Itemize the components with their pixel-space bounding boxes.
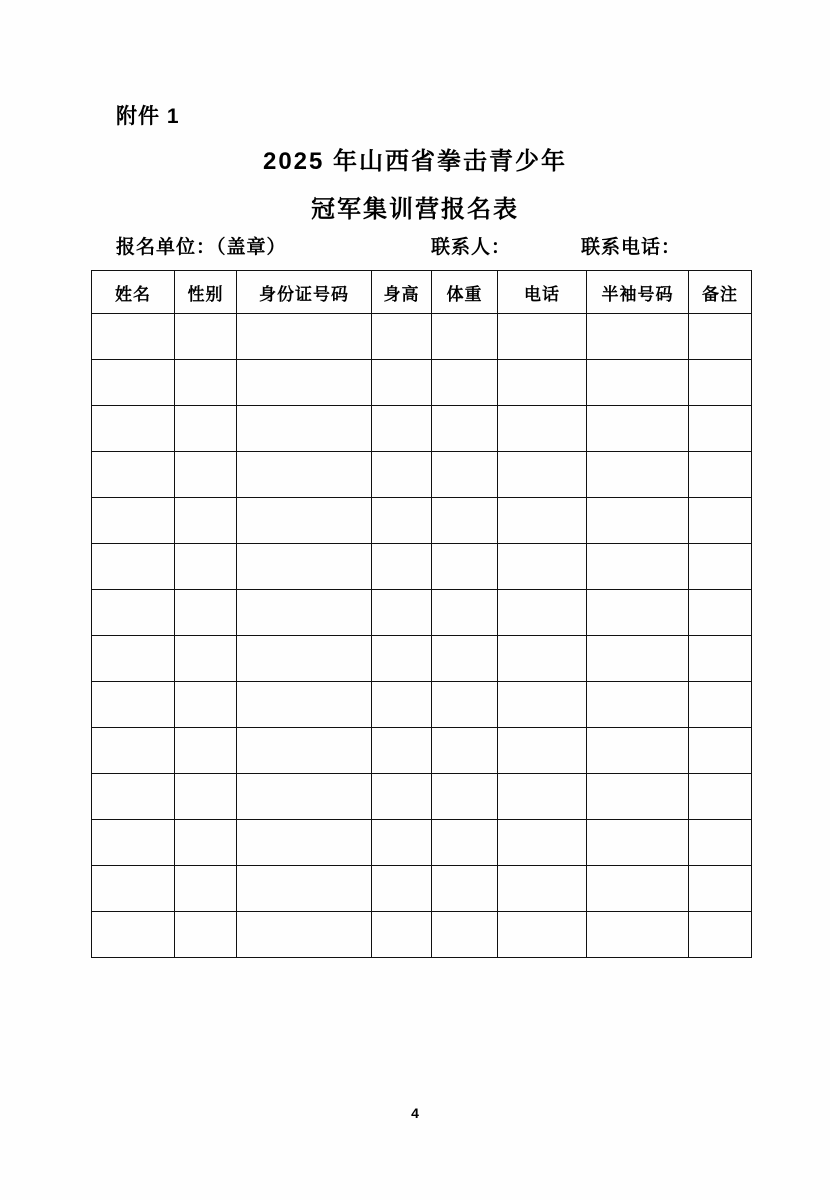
cell-id-number[interactable] <box>237 866 372 912</box>
cell-shirt-size[interactable] <box>587 406 689 452</box>
cell-id-number[interactable] <box>237 636 372 682</box>
contact-phone-label: 联系电话： <box>581 237 682 258</box>
cell-phone[interactable] <box>498 912 587 958</box>
table-row <box>92 912 752 958</box>
cell-id-number[interactable] <box>237 682 372 728</box>
cell-shirt-size[interactable] <box>587 452 689 498</box>
cell-name[interactable] <box>92 544 175 590</box>
cell-phone[interactable] <box>498 406 587 452</box>
cell-phone[interactable] <box>498 636 587 682</box>
table-row <box>92 452 752 498</box>
cell-height[interactable] <box>372 820 432 866</box>
cell-gender[interactable] <box>175 866 237 912</box>
cell-height[interactable] <box>372 498 432 544</box>
cell-weight[interactable] <box>432 360 498 406</box>
cell-weight[interactable] <box>432 912 498 958</box>
table-row <box>92 866 752 912</box>
cell-weight[interactable] <box>432 590 498 636</box>
cell-height[interactable] <box>372 636 432 682</box>
cell-weight[interactable] <box>432 314 498 360</box>
table-row <box>92 774 752 820</box>
cell-name[interactable] <box>92 682 175 728</box>
cell-gender[interactable] <box>175 360 237 406</box>
cell-shirt-size[interactable] <box>587 360 689 406</box>
cell-phone[interactable] <box>498 774 587 820</box>
cell-height[interactable] <box>372 314 432 360</box>
cell-height[interactable] <box>372 912 432 958</box>
cell-shirt-size[interactable] <box>587 544 689 590</box>
cell-gender[interactable] <box>175 912 237 958</box>
cell-remarks[interactable] <box>689 360 752 406</box>
cell-gender[interactable] <box>175 820 237 866</box>
cell-name[interactable] <box>92 774 175 820</box>
cell-weight[interactable] <box>432 498 498 544</box>
cell-phone[interactable] <box>498 544 587 590</box>
cell-id-number[interactable] <box>237 728 372 774</box>
table-row <box>92 314 752 360</box>
table-row <box>92 590 752 636</box>
cell-remarks[interactable] <box>689 682 752 728</box>
page-number: 4 <box>411 1105 419 1121</box>
cell-gender[interactable] <box>175 406 237 452</box>
cell-remarks[interactable] <box>689 866 752 912</box>
cell-remarks[interactable] <box>689 544 752 590</box>
cell-id-number[interactable] <box>237 544 372 590</box>
cell-name[interactable] <box>92 590 175 636</box>
cell-id-number[interactable] <box>237 590 372 636</box>
cell-height[interactable] <box>372 406 432 452</box>
cell-phone[interactable] <box>498 498 587 544</box>
cell-height[interactable] <box>372 774 432 820</box>
cell-gender[interactable] <box>175 452 237 498</box>
cell-phone[interactable] <box>498 682 587 728</box>
cell-remarks[interactable] <box>689 820 752 866</box>
cell-height[interactable] <box>372 360 432 406</box>
cell-shirt-size[interactable] <box>587 590 689 636</box>
document-title <box>0 138 830 234</box>
column-header-remarks: 备注 <box>689 271 752 314</box>
title-line-1: 2025 年山西省拳击青少年 <box>262 148 568 175</box>
registration-unit-label: 报名单位：（盖章） <box>116 237 287 258</box>
cell-name[interactable] <box>92 406 175 452</box>
cell-gender[interactable] <box>175 544 237 590</box>
cell-height[interactable] <box>372 866 432 912</box>
cell-name[interactable] <box>92 912 175 958</box>
column-header-name: 姓名 <box>92 271 175 314</box>
cell-gender[interactable] <box>175 314 237 360</box>
cell-id-number[interactable] <box>237 452 372 498</box>
cell-shirt-size[interactable] <box>587 912 689 958</box>
table-row <box>92 820 752 866</box>
cell-weight[interactable] <box>432 866 498 912</box>
cell-weight[interactable] <box>432 774 498 820</box>
cell-phone[interactable] <box>498 728 587 774</box>
cell-phone[interactable] <box>498 360 587 406</box>
cell-shirt-size[interactable] <box>587 820 689 866</box>
cell-phone[interactable] <box>498 452 587 498</box>
table-body <box>92 314 752 958</box>
cell-shirt-size[interactable] <box>587 728 689 774</box>
cell-gender[interactable] <box>175 590 237 636</box>
cell-remarks[interactable] <box>689 590 752 636</box>
column-header-gender: 性别 <box>175 271 237 314</box>
cell-phone[interactable] <box>498 820 587 866</box>
table-row <box>92 406 752 452</box>
cell-height[interactable] <box>372 590 432 636</box>
cell-weight[interactable] <box>432 452 498 498</box>
title-line-2: 冠军集训营报名表 <box>311 196 519 223</box>
cell-remarks[interactable] <box>689 774 752 820</box>
cell-remarks[interactable] <box>689 452 752 498</box>
cell-phone[interactable] <box>498 866 587 912</box>
cell-shirt-size[interactable] <box>587 498 689 544</box>
cell-id-number[interactable] <box>237 406 372 452</box>
cell-id-number[interactable] <box>237 774 372 820</box>
form-meta-row <box>116 232 756 260</box>
cell-shirt-size[interactable] <box>587 866 689 912</box>
cell-name[interactable] <box>92 866 175 912</box>
table-row <box>92 498 752 544</box>
table-row <box>92 544 752 590</box>
cell-id-number[interactable] <box>237 314 372 360</box>
table-row <box>92 682 752 728</box>
cell-phone[interactable] <box>498 314 587 360</box>
cell-remarks[interactable] <box>689 728 752 774</box>
table-row <box>92 360 752 406</box>
column-header-id-number: 身份证号码 <box>237 271 372 314</box>
cell-name[interactable] <box>92 360 175 406</box>
cell-name[interactable] <box>92 728 175 774</box>
cell-height[interactable] <box>372 544 432 590</box>
cell-remarks[interactable] <box>689 636 752 682</box>
cell-name[interactable] <box>92 820 175 866</box>
cell-name[interactable] <box>92 314 175 360</box>
cell-height[interactable] <box>372 728 432 774</box>
column-header-phone: 电话 <box>498 271 587 314</box>
cell-gender[interactable] <box>175 498 237 544</box>
column-header-weight: 体重 <box>432 271 498 314</box>
registration-table <box>91 270 752 958</box>
cell-gender[interactable] <box>175 728 237 774</box>
cell-weight[interactable] <box>432 544 498 590</box>
contact-person-label: 联系人： <box>431 237 512 258</box>
table-row <box>92 636 752 682</box>
cell-shirt-size[interactable] <box>587 636 689 682</box>
cell-weight[interactable] <box>432 820 498 866</box>
cell-shirt-size[interactable] <box>587 682 689 728</box>
cell-shirt-size[interactable] <box>587 314 689 360</box>
cell-weight[interactable] <box>432 636 498 682</box>
cell-weight[interactable] <box>432 682 498 728</box>
cell-phone[interactable] <box>498 590 587 636</box>
cell-remarks[interactable] <box>689 406 752 452</box>
cell-name[interactable] <box>92 636 175 682</box>
cell-shirt-size[interactable] <box>587 774 689 820</box>
cell-id-number[interactable] <box>237 912 372 958</box>
cell-gender[interactable] <box>175 682 237 728</box>
cell-id-number[interactable] <box>237 360 372 406</box>
cell-name[interactable] <box>92 498 175 544</box>
column-header-shirt-size: 半袖号码 <box>587 271 689 314</box>
cell-gender[interactable] <box>175 636 237 682</box>
attachment-label: 附件 1 <box>116 105 180 128</box>
cell-id-number[interactable] <box>237 820 372 866</box>
cell-weight[interactable] <box>432 728 498 774</box>
cell-height[interactable] <box>372 682 432 728</box>
cell-id-number[interactable] <box>237 498 372 544</box>
cell-remarks[interactable] <box>689 912 752 958</box>
cell-gender[interactable] <box>175 774 237 820</box>
cell-remarks[interactable] <box>689 314 752 360</box>
table-header-row <box>92 271 752 314</box>
column-header-height: 身高 <box>372 271 432 314</box>
cell-height[interactable] <box>372 452 432 498</box>
cell-name[interactable] <box>92 452 175 498</box>
cell-weight[interactable] <box>432 406 498 452</box>
table-row <box>92 728 752 774</box>
cell-remarks[interactable] <box>689 498 752 544</box>
